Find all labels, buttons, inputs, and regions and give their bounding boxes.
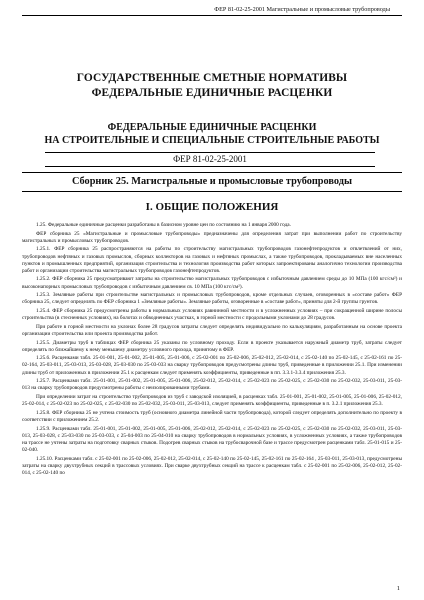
paragraph: ФЕР сборника 25 «Магистральные и промысловые трубопроводы» предназначены для определения затрат при выполнении работ по строительству магистральных и промысловых трубопроводов. [22,230,402,244]
sub-title [0,122,424,147]
paragraph: При работе в горной местности на уклонах более 28 градусов затраты следует определять индивидуально по калькуляциям, разработанным на основе проекта организации строительства или проекта производства работ. [22,323,402,337]
paragraph: 1.25.9. Расценками табл. 25-01-001, 25-01-002, 25-01-005, 25-01-006, 25-02-012, 25-02-014, с 25-02-023 по 25-02-025, с 25-02-030 по 25-02-032, 25-03-011, 25-03-013, 25-03-028, с 25-03-030 по 25-03-033, с 25-04-003 по 25-04-010 на сварку трубопроводов в нормальных условиях, в усложненных условиях, а также трубопроводов на трассе не учтены затраты на подготовку сварных стыков. Подогрев сварных стыков на трубосварочной базе и трассе предусмотрен расценками табл. 25-01-015 и 25-02-040. [22,425,402,453]
main-title-line-2: ФЕДЕРАЛЬНЫЕ ЕДИНИЧНЫЕ РАСЦЕНКИ [91,87,333,99]
paragraph: 1.25.10. Расценками табл. с 25-02-001 по 25-02-006, 25-02-012, 25-02-014, с 25-02-140 по 25-02-145, 25-02-161 по 25-02-164 , 25-03-011, 25-03-013, предусмотрены затраты на сварку двухтрубных секций в трассовых условиях. При сварке двухтрубных секций на трассе к расценкам табл. с 25-02-001 по 25-02-006, 25-02-012, 25-02-014, с 25-02-140 по [22,455,402,476]
collection-title: Сборник 25. Магистральные и промысловые трубопроводы [22,172,402,192]
paragraph: 1.25.2. ФЕР сборника 25 предусматривают затраты на строительство магистральных трубопроводов с избыточным давлением среды до 10 MПа (100 кгс/см²) и высоконапорных промысловых трубопроводов с избыточным давлением св. 10 MПа (100 кгс/см²). [22,276,402,290]
paragraph: При определении затрат на строительство трубопроводов из труб с заводской изоляцией, в расценках табл. 25-01-001, 25-01-002, 25-01-005, 25-01-006, 25-02-012, 25-02-014, с 25-02-023 по 25-02-025, с 25-02-030 по 25-02-032, 25-03-011, 25-03-013, следует применять коэффициенты, приведенные в п. 3.2.1 приложения 25.3. [22,394,402,408]
section-heading: I. ОБЩИЕ ПОЛОЖЕНИЯ [145,201,279,213]
document-code: ФЕР 81-02-25-2001 [45,152,375,167]
running-header: ФЕР 81-02-25-2001 Магистральные и промысловые трубопроводы [214,6,390,13]
sub-title-line-2: НА СТРОИТЕЛЬНЫЕ И СПЕЦИАЛЬНЫЕ СТРОИТЕЛЬНЫЕ РАБОТЫ [44,134,380,146]
header-rule [22,15,402,16]
paragraph: 1.25.5. Диаметры труб в таблицах ФЕР сборника 25 указаны по условному проходу. Если в проекте указывается наружный диаметр труб, затраты следует определять по ближайшему к нему меньшему диаметру условного прохода, принятому в ФЕР. [22,339,402,353]
paragraph: 1.25.3. Земляные работы при строительстве магистральных и промысловых трубопроводов, кроме отдельных случаев, оговоренных в «составе работ» ФЕР сборника 25, следует определять по ФЕР сборника 1 «Земляные работы». Земляные работы, оговоренные в «составе работ», приняты для 2-й группы грунтов. [22,292,402,306]
paragraph: 1.25.1. ФЕР сборника 25 распространяются на работы по строительству магистральных трубопроводов газонефтепродуктов и отвлетвлений от них, трубопроводов нефтяных и газовых промыслов, сборных коллекторов на газовых и нефтяных промыслах, а также трубопроводов, прокладываемых вне населенных пунктов и промышленных предприятий, организация строительства и технология производства работ которых запроектированы аналогично технологии производства работ и организации строительства магистральных трубопроводов газонефтепродуктов. [22,246,402,274]
main-title [0,71,424,101]
body-text [22,222,402,478]
paragraph: 1.25.8. ФЕР сборника 25 не учтена стоимость труб (основного диаметра линейной части трубопровода), которой следует определять дополнительно по проекту в соответствии с приложением 25.2. [22,409,402,423]
paragraph: 1.25.6. Расценками табл. 25-01-001, 25-01-002, 25-01-005, 25-01-006, с 25-02-001 по 25-02-006, 25-02-012, 25-02-014, с 25-02-140 по 25-02-145, с 25-02-161 по 25-02-164, 25-03-011, 25-03-013, 25-03-028, 25-03-030 по 25-03-033 на сварку трубопроводов предусмотрены длины труб, приведенные в приложении 25.1. При изменении длины труб от приложенных в приложении 25.1 к расценкам следует применять коэффициенты, приведенные в пп. 3.3.1-3.3.4 приложения 25.3. [22,355,402,376]
main-title-line-1: ГОСУДАРСТВЕННЫЕ СМЕТНЫЕ НОРМАТИВЫ [76,72,348,84]
paragraph: 1.25.7. Расценками табл. 25-01-001, 25-01-002, 25-01-005, 25-01-006, 25-02-012, 25-02-014, с 25-02-023 по 25-02-025, с 25-02-030 по 25-02-032, 25-03-011, 25-03-013 на сварку трубопроводов предусмотрены работы с неизолированными трубами. [22,378,402,392]
page-number: 1 [396,585,400,592]
paragraph: 1.25. Федеральные единичные расценки разработаны в базисном уровне цен по состоянию на 1 января 2000 года. [36,222,291,228]
sub-title-line-1: ФЕДЕРАЛЬНЫЕ ЕДИНИЧНЫЕ РАСЦЕНКИ [107,122,317,133]
paragraph: 1.25.4. ФЕР сборника 25 предусмотрены работы в нормальных условиях равнинной местности и в усложненных условиях – при сокращенной ширине полосы строительства (в стесненных условиях), на болотах и обводненных участках, в горной местности с продольными уклонами до 28 градусов. [22,308,402,322]
